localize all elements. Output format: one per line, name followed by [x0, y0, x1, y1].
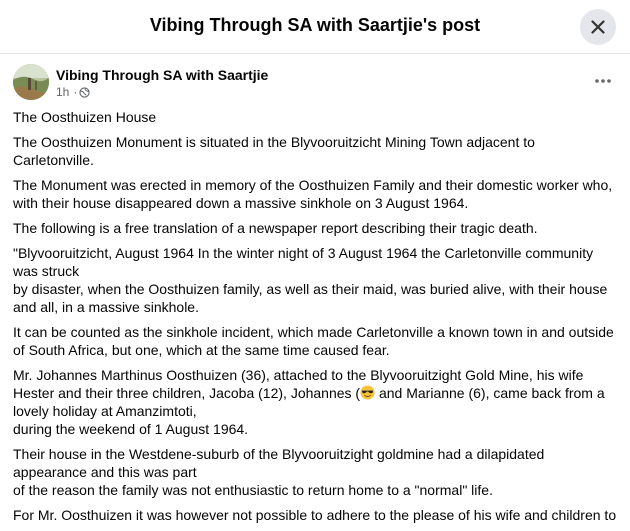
post-paragraph: The following is a free translation of a newspaper report describing their tragic death. — [13, 220, 538, 236]
post-paragraph: The Oosthuizen Monument is situated in the Blyvooruitzicht Mining Town adjacent to Carletonville. — [13, 134, 535, 168]
avatar-image — [13, 64, 49, 100]
more-horizontal-icon — [594, 78, 612, 84]
paragraph-line: Mr. Johannes Marthinus Oosthuizen (36), attached to the Blyvooruitzight Gold Mine, his wife Hester and their three children, Jacoba (12), Johannes ( — [13, 367, 584, 401]
dialog-title: Vibing Through SA with Saartjie's post — [149, 15, 481, 35]
post-paragraph: It can be counted as the sinkhole incident, which made Carletonville a known town in and outside of South Africa, but one, which at the same time caused fear. — [13, 324, 614, 358]
post-paragraph — [13, 244, 617, 316]
more-options-button[interactable] — [589, 70, 617, 92]
post-paragraph: The Oosthuizen House — [13, 109, 157, 125]
meta-separator: · — [73, 85, 78, 99]
globe-icon — [79, 87, 90, 98]
paragraph-line: and Marianne (6), came back from a lovely holiday at Amanzimtoti, — [13, 385, 605, 419]
close-icon — [591, 20, 605, 34]
paragraph-line: Their house in the Westdene-suburb of the Blyvooruitzight goldmine had a dilapidated appearance and this was part — [13, 446, 545, 480]
post-paragraph — [13, 366, 617, 438]
paragraph-line: "Blyvooruitzicht, August 1964 In the winter night of 3 August 1964 the Carletonville community was struck — [13, 245, 594, 279]
post-paragraph: For Mr. Oosthuizen it was however not possible to adhere to the please of his wife and children to — [13, 507, 617, 523]
post-meta — [56, 85, 90, 99]
close-button[interactable] — [580, 9, 616, 45]
sunglasses-emoji-icon — [360, 385, 375, 400]
paragraph-line: by disaster, when the Oosthuizen family, as well as their maid, was buried alive, with their house and all, in a massive sinkhole. — [13, 281, 608, 315]
paragraph-line: of the reason the family was not enthusiastic to return home to a "normal" life. — [13, 482, 493, 498]
dialog-header — [0, 0, 630, 54]
post-paragraph: The Monument was erected in memory of the Oosthuizen Family and their domestic worker who, with their house disappeared down a massive sinkhole on 3 August 1964. — [13, 177, 613, 211]
post-paragraph — [13, 445, 617, 499]
post-header — [13, 64, 617, 104]
avatar[interactable] — [13, 64, 49, 100]
post-body — [13, 108, 617, 531]
post-time[interactable]: 1h — [56, 85, 70, 99]
author-name[interactable]: Vibing Through SA with Saartjie — [56, 67, 269, 83]
paragraph-line: during the weekend of 1 August 1964. — [13, 421, 249, 437]
